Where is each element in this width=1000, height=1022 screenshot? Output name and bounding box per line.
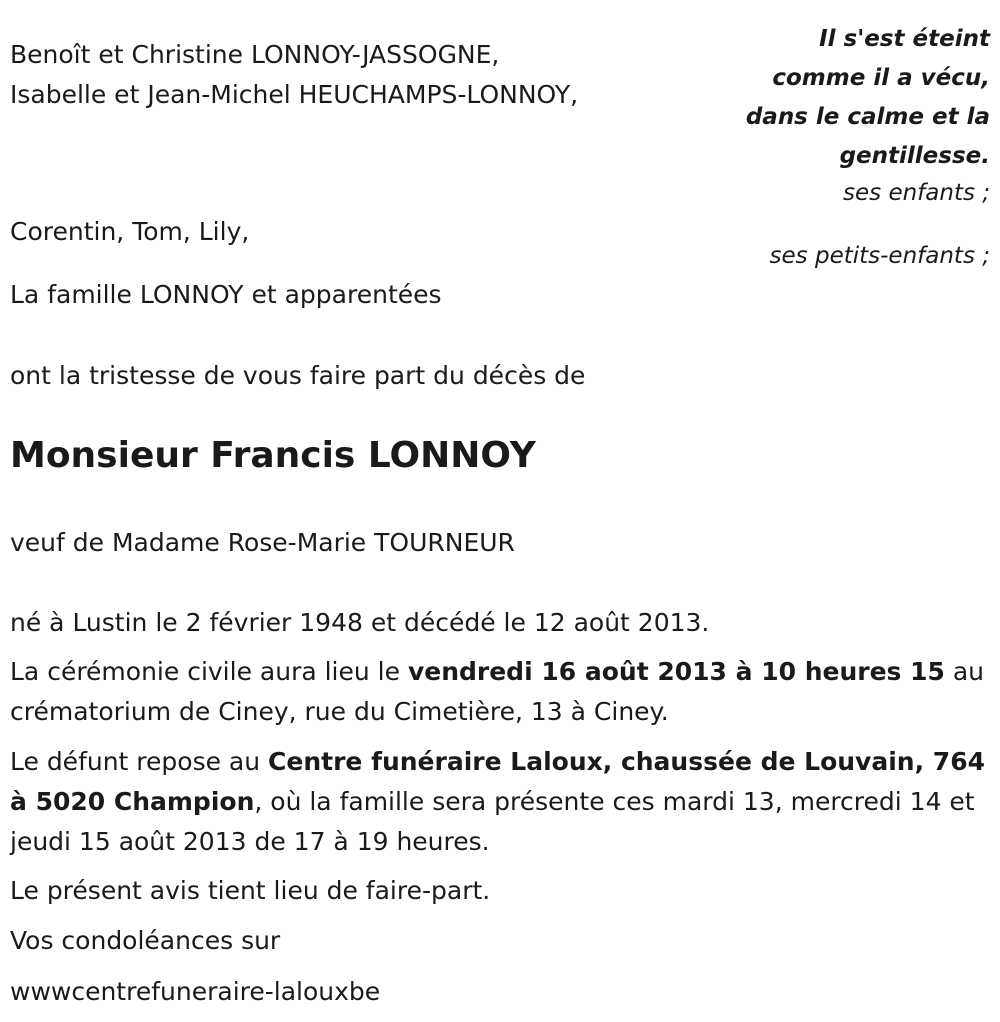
deceased-name: Monsieur Francis LONNOY	[10, 435, 536, 476]
birth-death-dates: né à Lustin le 2 février 1948 et décédé le 12 août 2013.	[10, 608, 710, 637]
grandchildren-names: Corentin, Tom, Lily,	[10, 217, 250, 246]
epitaph-quote	[746, 20, 990, 176]
repose-place: Centre funéraire Laloux, chaussée de Louvain, 764 à 5020 Champion	[10, 747, 985, 816]
ceremony-paragraph	[10, 652, 985, 732]
relation-children: ses enfants ;	[843, 180, 990, 206]
ceremony-suffix: au crématorium de Ciney, rue du Cimetière, 13 à Ciney.	[10, 657, 985, 726]
announcement-text: ont la tristesse de vous faire part du décès de	[10, 361, 586, 390]
quote-line-2: comme il a vécu,	[772, 65, 990, 91]
relation-grandchildren: ses petits-enfants ;	[769, 243, 990, 269]
repose-prefix: Le défunt repose au	[10, 747, 269, 776]
ceremony-datetime: vendredi 16 août 2013 à 10 heures 15	[407, 657, 945, 686]
quote-line-1: Il s'est éteint	[819, 26, 990, 52]
condolences-website: wwwcentrefuneraire-lalouxbe	[10, 977, 381, 1006]
notice-text: Le présent avis tient lieu de faire-part.	[10, 876, 491, 905]
quote-line-3: dans le calme et la	[745, 104, 990, 130]
repose-suffix: , où la famille sera présente ces mardi 13, mercredi 14 et jeudi 15 août 2013 de 17 à 19 heures.	[10, 787, 975, 856]
children-line-1: Benoît et Christine LONNOY-JASSOGNE,	[10, 40, 500, 69]
condolences-label: Vos condoléances sur	[10, 926, 281, 955]
repose-paragraph	[10, 742, 985, 862]
children-line-2: Isabelle et Jean-Michel HEUCHAMPS-LONNOY,	[10, 80, 579, 109]
ceremony-prefix: La cérémonie civile aura lieu le	[10, 657, 408, 686]
quote-line-4: gentillesse.	[839, 143, 990, 169]
extended-family: La famille LONNOY et apparentées	[10, 280, 442, 309]
widower-of: veuf de Madame Rose-Marie TOURNEUR	[10, 528, 515, 557]
